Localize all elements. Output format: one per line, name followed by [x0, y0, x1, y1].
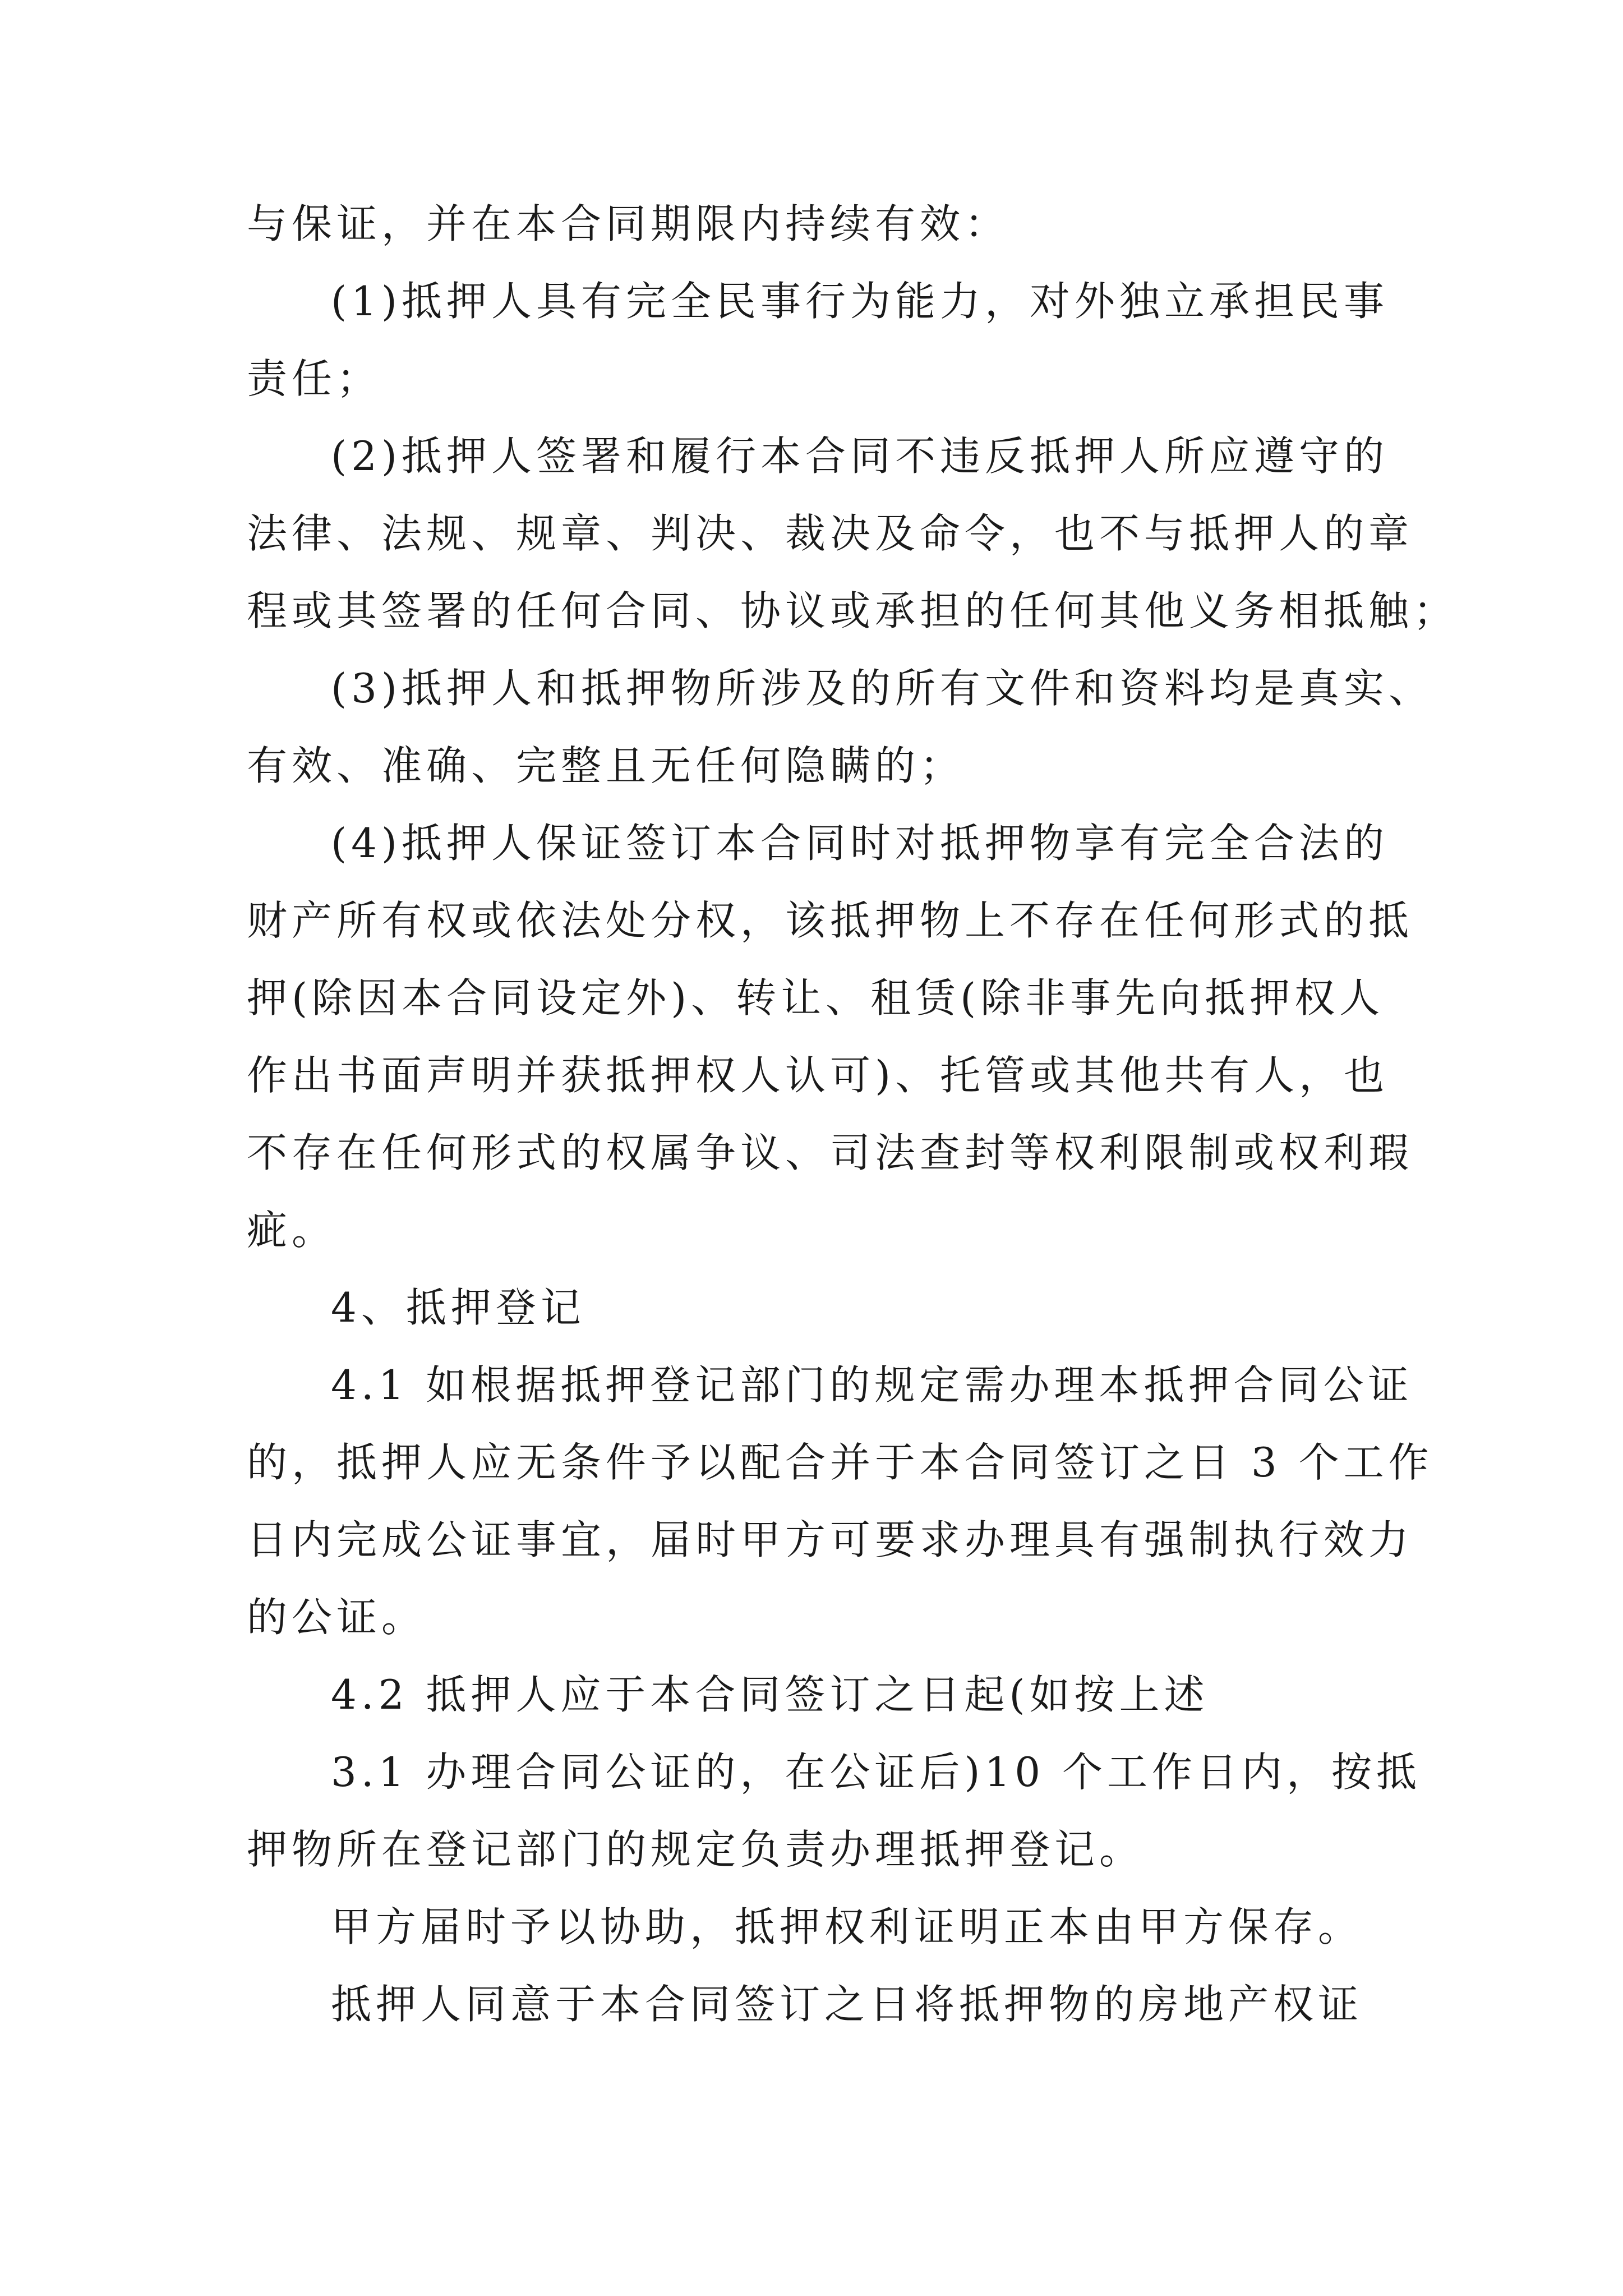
text-line: 甲方届时予以协助，抵押权利证明正本由甲方保存。 — [331, 1903, 1363, 1950]
text-line: (3)抵押人和抵押物所涉及的所有文件和资料均是真实、 — [331, 665, 1433, 712]
text-line: 的，抵押人应无条件予以配合并于本合同签订之日 3 个工作 — [247, 1439, 1433, 1486]
text-line: 程或其签署的任何合同、协议或承担的任何其他义务相抵触； — [247, 587, 1459, 634]
text-line: 有效、准确、完整且无任何隐瞒的； — [247, 742, 965, 789]
text-line: (1)抵押人具有完全民事行为能力，对外独立承担民事 — [331, 278, 1389, 325]
text-line: 日内完成公证事宜，届时甲方可要求办理具有强制执行效力 — [247, 1516, 1414, 1563]
text-line: 作出书面声明并获抵押权人认可)、托管或其他共有人，也 — [247, 1052, 1389, 1099]
text-line: 法律、法规、规章、判决、裁决及命令，也不与抵押人的章 — [247, 510, 1414, 557]
text-line: 疵。 — [247, 1207, 337, 1254]
text-line: (2)抵押人签署和履行本合同不违反抵押人所应遵守的 — [331, 432, 1389, 480]
text-line: 押物所在登记部门的规定负责办理抵押登记。 — [247, 1826, 1145, 1873]
text-line: 3.1 办理合同公证的，在公证后)10 个工作日内，按抵 — [331, 1749, 1421, 1796]
text-line: 财产所有权或依法处分权，该抵押物上不存在任何形式的抵 — [247, 897, 1414, 944]
section-heading: 4、抵押登记 — [331, 1284, 585, 1331]
text-line: 与保证，并在本合同期限内持续有效： — [247, 200, 1010, 247]
text-line: 不存在任何形式的权属争议、司法查封等权利限制或权利瑕 — [247, 1129, 1414, 1176]
text-line: 押(除因本合同设定外)、转让、租赁(除非事先向抵押权人 — [247, 974, 1385, 1022]
text-line: 4.2 抵押人应于本合同签订之日起(如按上述 — [331, 1671, 1209, 1718]
text-line: 4.1 如根据抵押登记部门的规定需办理本抵押合同公证 — [331, 1361, 1413, 1409]
text-line: (4)抵押人保证签订本合同时对抵押物享有完全合法的 — [331, 820, 1389, 867]
text-line: 的公证。 — [247, 1594, 427, 1641]
text-line: 抵押人同意于本合同签订之日将抵押物的房地产权证 — [331, 1981, 1363, 2028]
document-body — [247, 185, 1459, 2043]
text-line: 责任； — [247, 355, 382, 402]
